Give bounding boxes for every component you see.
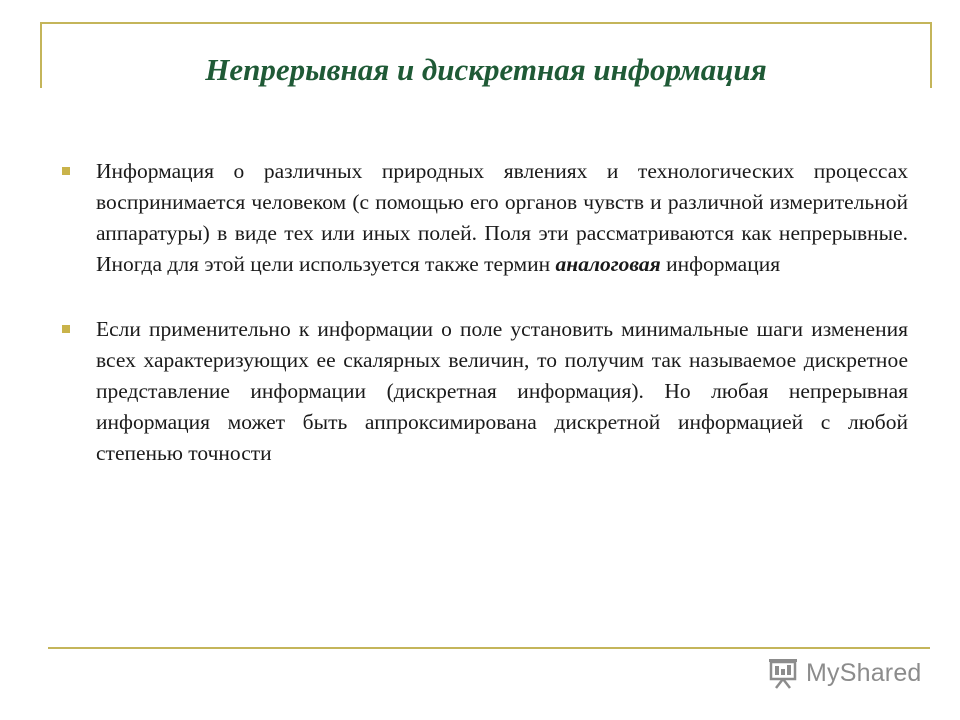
bullet-square-icon xyxy=(62,325,70,333)
bullet-text: Если применительно к информации о поле установить минимальные шаги изменения всех характеризующих ее скалярных величин, то получим так называемое дискретное представление информации (дискретная информация). Но любая непрерывная информация может быть аппроксимирована дискретной информацией с любой степенью точности xyxy=(96,317,908,465)
watermark-text: MyShared xyxy=(806,658,922,687)
bullet-discrete-info xyxy=(62,314,908,469)
bullet-square-icon xyxy=(62,167,70,175)
bullet-text-part: информация xyxy=(660,252,781,276)
frame-top-border xyxy=(40,22,932,24)
watermark xyxy=(766,655,922,691)
term-analog: аналоговая xyxy=(555,252,661,276)
slide-title: Непрерывная и дискретная информация xyxy=(205,52,767,87)
bullet-analog-info xyxy=(62,156,908,280)
bullet-text-part: Информация о различных природных явлениях и технологических процессах воспринимается человеком (с помощью его органов чувств и различной измерительной аппаратуры) в виде тех или иных полей. Поля эти рассматриваются как непрерывные. Иногда для этой цели используется также термин xyxy=(96,159,908,276)
slide-content xyxy=(62,156,908,503)
footer-divider xyxy=(48,647,930,649)
presentation-board-icon xyxy=(766,656,800,690)
